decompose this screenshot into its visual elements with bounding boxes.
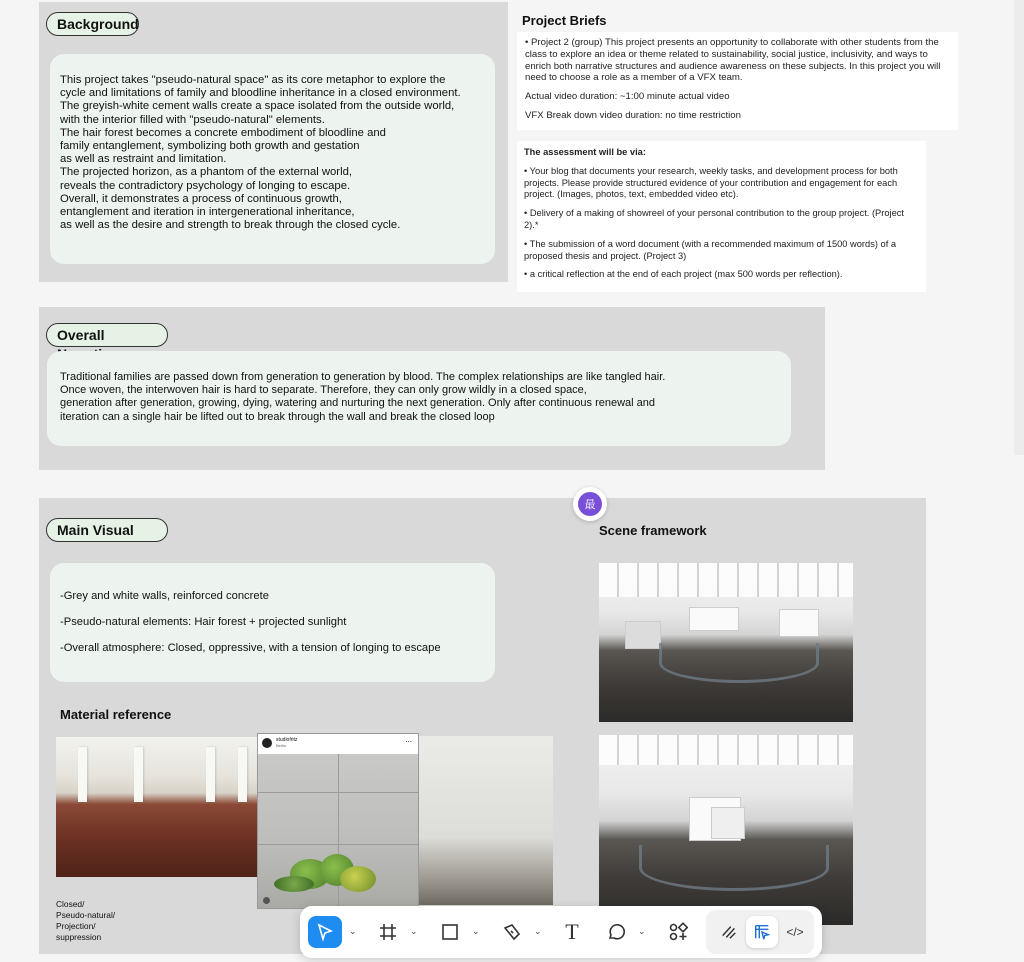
brief-paragraph-2: Actual video duration: ~1:00 minute actual video	[525, 91, 730, 103]
main-visual-card[interactable]	[50, 563, 495, 682]
draw-icon	[720, 923, 738, 941]
main-visual-item: -Grey and white walls, reinforced concrete	[60, 590, 269, 602]
text-icon: T	[565, 919, 579, 944]
frame-icon	[378, 922, 398, 942]
cursor-icon	[315, 922, 335, 942]
chevron-down-icon[interactable]: ⌄	[410, 926, 418, 936]
post-user: studiofritz	[276, 737, 298, 743]
background-card[interactable]	[50, 54, 495, 264]
actions-tool-button[interactable]	[662, 916, 694, 948]
material-reference-title: Material reference	[60, 707, 172, 722]
post-footer-icon	[263, 897, 270, 904]
pen-icon	[502, 922, 522, 942]
scene-image-2[interactable]	[599, 735, 853, 925]
assessment-card[interactable]	[517, 141, 926, 292]
assessment-item: • Your blog that documents your research, weekly tasks, and development process for both projects. Please provide structured evidence of your contribution and engagement for each project. (Images, photos, text, embedded video etc).	[524, 165, 898, 200]
project-briefs-title: Project Briefs	[522, 13, 607, 28]
post-location: Berlin	[276, 743, 287, 748]
assessment-item: • The submission of a word document (with a recommended maximum of 1500 words) of a proposed thesis and project. (Project 3)	[524, 238, 897, 261]
brief-paragraph-1: • Project 2 (group) This project presents an opportunity to collaborate with other students from the class to explore an idea or theme related to sustainability, social justice, inclusivity, and ways to enrich both narrative structures and audience awareness on these subjects. In this project you will need to choose a role as a member of a VFX team.	[525, 37, 941, 84]
main-visual-item: -Overall atmosphere: Closed, oppressive, with a tension of longing to escape	[60, 642, 441, 655]
post-more-icon[interactable]: ...	[405, 735, 412, 744]
chevron-down-icon[interactable]: ⌄	[638, 926, 646, 936]
collaborator-avatar[interactable]	[573, 487, 607, 521]
bottom-toolbar	[300, 906, 822, 958]
actions-icon	[668, 922, 688, 942]
dev-mode-button[interactable]	[780, 916, 810, 948]
text-tool-button[interactable]	[556, 916, 588, 948]
chevron-down-icon[interactable]: ⌄	[349, 926, 357, 936]
pen-tool-button[interactable]	[496, 916, 528, 948]
post-avatar	[262, 738, 272, 748]
main-visual-item: -Pseudo-natural elements: Hair forest + projected sunlight	[60, 616, 347, 629]
weathered-wall-image[interactable]	[419, 736, 553, 905]
comment-icon	[606, 922, 626, 942]
draw-mode-button[interactable]	[714, 916, 744, 948]
code-icon: </>	[786, 925, 804, 939]
narrative-card[interactable]	[47, 351, 791, 446]
background-text: This project takes "pseudo-natural space" as its core metaphor to explore the cycle and limitations of family and bloodline inheritance in a closed environment. The greyish-white cement walls create a space isolated from the outside world, with the interior filled with "pseudo-natural" elements. The hair forest becomes a concrete embodiment of bloodline and family entanglement, symbolizing both growth and gestation as well as restraint and limitation. The projected horizon, as a phantom of the external world, reveals the contradictory psychology of longing to escape. Overall, it demonstrates a process of continuous growth, entanglement and iteration in intergenerational inheritance, as well as the desire and strength to break through the closed cycle.	[60, 74, 461, 232]
material-caption: Closed/ Pseudo-natural/ Projection/ suppression	[56, 899, 116, 942]
rectangle-icon	[440, 922, 460, 942]
comment-tool-button[interactable]	[600, 916, 632, 948]
narrative-text: Traditional families are passed down from generation to generation by blood. The complex relationships are like tangled hair. Once woven, the interwoven hair is hard to separate. Therefore, they can only grow wildly in a closed space, generation after generation, growing, dying, watering and nurturing the next generation. Only after continuous renewal and iteration can a single hair be lifted out to break through the wall and break the closed loop	[60, 371, 666, 423]
main-visual-title[interactable]: Main Visual	[46, 518, 168, 542]
design-mode-icon	[753, 923, 771, 941]
background-title[interactable]: Background	[46, 12, 139, 36]
project-briefs-card[interactable]	[517, 32, 958, 130]
hair-floor-gallery-image[interactable]	[56, 737, 257, 877]
brief-paragraph-3: VFX Break down video duration: no time restriction	[525, 109, 741, 121]
assessment-item: • Delivery of a making of showreel of your personal contribution to the group project. (Project 2).*	[524, 208, 904, 230]
scene-framework-title: Scene framework	[599, 523, 707, 538]
chevron-down-icon[interactable]: ⌄	[472, 926, 480, 936]
design-mode-button[interactable]	[746, 916, 778, 948]
avatar-badge: 最	[578, 492, 602, 516]
concrete-wall-moss-image[interactable]	[257, 733, 419, 909]
vertical-scrollbar[interactable]	[1014, 0, 1024, 455]
scene-image-1[interactable]	[599, 563, 853, 722]
assessment-title: The assessment will be via:	[524, 147, 646, 157]
frame-tool-button[interactable]	[372, 916, 404, 948]
shape-tool-button[interactable]	[434, 916, 466, 948]
assessment-item: • a critical reflection at the end of each project (max 500 words per reflection).	[524, 269, 843, 280]
move-tool-button[interactable]	[308, 916, 342, 948]
chevron-down-icon[interactable]: ⌄	[534, 926, 542, 936]
narrative-title[interactable]: Overall	[46, 323, 168, 347]
